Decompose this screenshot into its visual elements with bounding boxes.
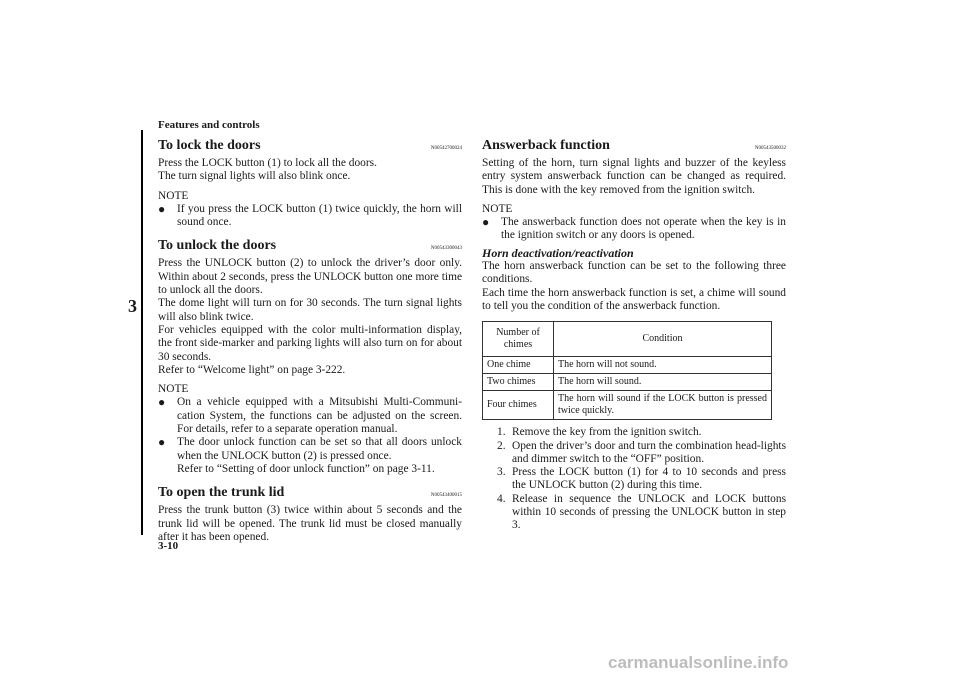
list-item: 2. Open the driver’s door and turn the combination head-lights and dimmer switch to the “OFF” position.: [497, 439, 786, 465]
table-cell: The horn will not sound.: [554, 357, 772, 374]
section-title: To unlock the doors: [158, 238, 277, 254]
note-item: ● The door unlock function can be set so that all doors unlock when the UNLOCK button (2) is pressed once. Refer to “Setting of door unlock function” on page 3-11.: [158, 435, 462, 475]
table-row: [483, 357, 772, 374]
table-cell: The horn will sound if the LOCK button is pressed twice quickly.: [554, 391, 772, 420]
left-column: [158, 137, 462, 544]
paragraph: The horn answerback function can be set to the following three conditions.: [482, 260, 786, 286]
section-title: To lock the doors: [158, 138, 261, 153]
paragraph: Press the UNLOCK button (2) to unlock the driver’s door only. Within about 2 seconds, press the UNLOCK button one more time to unlock all the doors.: [158, 257, 462, 297]
paragraph: Press the trunk button (3) twice within about 5 seconds and the trunk lid will be opened. The trunk lid must be closed manually after it has been opened.: [158, 504, 462, 543]
bullet-icon: ●: [158, 435, 166, 450]
section-heading-answerback: [482, 139, 786, 157]
running-header: Features and controls: [158, 119, 260, 131]
list-item: 1. Remove the key from the ignition switch.: [497, 426, 702, 439]
paragraph: Each time the horn answerback function is set, a chime will sound to tell you the condition of the answerback function.: [482, 286, 786, 312]
note-item: ● The answerback function does not operate when the key is in the ignition switch or any doors is opened.: [482, 215, 786, 242]
section-title: To open the trunk lid: [158, 485, 285, 501]
chapter-divider: [141, 130, 143, 535]
paragraph: Setting of the horn, turn signal lights and buzzer of the keyless entry system answerback function can be changed as required. This is done with the key removed from the ignition switch.: [482, 157, 786, 196]
paragraph: Refer to “Welcome light” on page 3-222.: [158, 363, 346, 376]
bullet-icon: ●: [158, 201, 166, 216]
subsection-title: Horn deactivation/reactivation: [482, 245, 634, 260]
chime-condition-table: [482, 321, 772, 420]
column-header: Number of chimes: [483, 322, 554, 357]
chapter-number: 3: [128, 296, 137, 316]
paragraph: The turn signal lights will also blink once.: [158, 170, 351, 183]
section-code: N00543400015: [430, 493, 462, 499]
note-label: NOTE: [158, 189, 189, 202]
section-title: Answerback function: [482, 138, 610, 153]
note-item: ● If you press the LOCK button (1) twice quickly, the horn will sound once.: [158, 201, 462, 229]
section-heading-unlock: [158, 239, 462, 257]
page-number: 3-10: [158, 540, 179, 552]
section-heading-trunk: [158, 486, 462, 504]
table-cell: Four chimes: [483, 391, 554, 420]
table-row: [483, 374, 772, 391]
paragraph: For vehicles equipped with the color multi-information display, the front side-marker and parking lights will also turn on for about 30 seconds.: [158, 323, 462, 363]
watermark-link[interactable]: carmanualsonline.info: [608, 653, 789, 672]
section-heading-lock: [158, 139, 462, 157]
section-code: N00543500032: [754, 146, 786, 151]
list-item: 3. Press the LOCK button (1) for 4 to 10 seconds and press the UNLOCK button (2) during this time.: [497, 466, 786, 492]
paragraph: Press the LOCK button (1) to lock all the doors.: [158, 157, 377, 169]
right-column: [482, 137, 786, 533]
bullet-icon: ●: [158, 395, 166, 410]
procedure-steps: [482, 426, 786, 532]
column-header: Condition: [554, 322, 772, 357]
table-cell: Two chimes: [483, 374, 554, 391]
table-row: [483, 391, 772, 420]
bullet-icon: ●: [482, 215, 490, 230]
note-item: ● On a vehicle equipped with a Mitsubishi Multi-Communi-cation System, the functions can be adjusted on the screen. For details, refer to a separate operation manual.: [158, 395, 462, 436]
table-header-row: [483, 322, 772, 357]
paragraph: The dome light will turn on for 30 seconds. The turn signal lights will also blink twice.: [158, 297, 462, 323]
section-code: N00542700024: [430, 146, 462, 151]
note-label: NOTE: [158, 383, 189, 396]
table-cell: One chime: [483, 357, 554, 374]
note-label: NOTE: [482, 202, 513, 215]
list-item: 4. Release in sequence the UNLOCK and LOCK buttons within 10 seconds of pressing the UNLOCK button in step 3.: [497, 492, 786, 532]
section-code: N00543300043: [430, 246, 462, 252]
table-cell: The horn will sound.: [554, 374, 772, 391]
